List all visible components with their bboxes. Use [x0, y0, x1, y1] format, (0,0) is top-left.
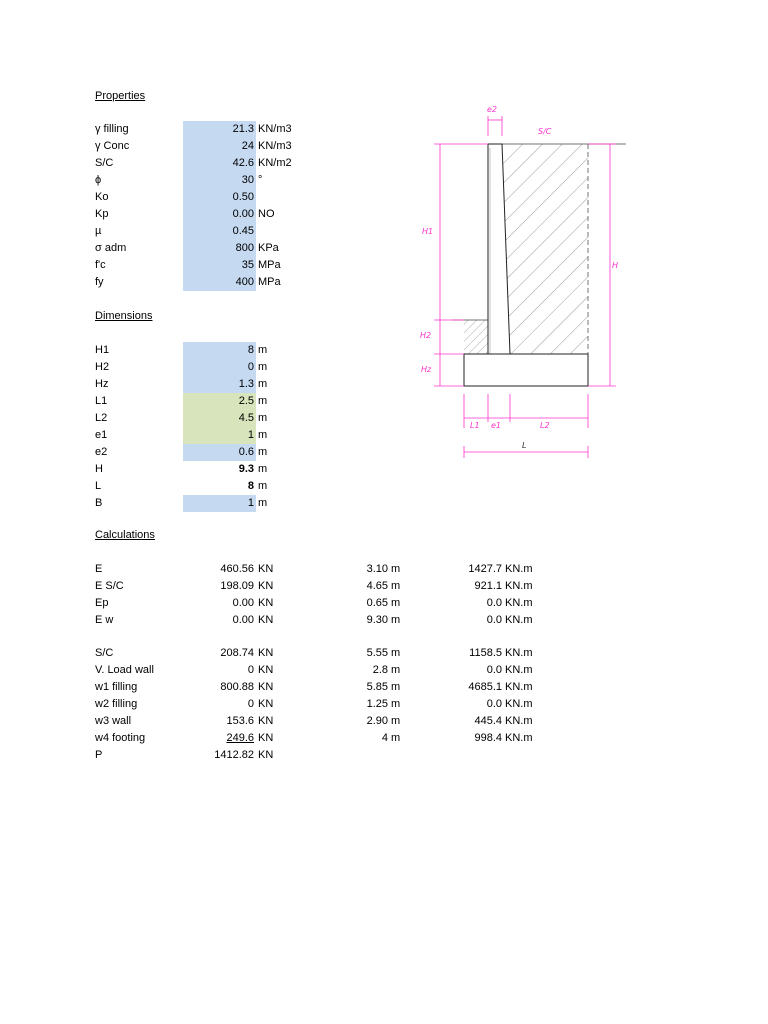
calc-force: 249.6 — [226, 732, 254, 744]
dim-label-h2: H2 — [420, 331, 432, 340]
calc-force-unit: KN — [258, 749, 274, 761]
calc-row-w2-filling — [0, 696, 768, 713]
property-unit: KN/m3 — [258, 123, 292, 135]
calc-row-v-load-wall — [0, 662, 768, 679]
calc-force-unit: KN — [258, 614, 274, 626]
calc-arm-unit: m — [391, 580, 401, 592]
calc-label: E w — [95, 614, 114, 626]
dimension-label: L2 — [95, 412, 108, 424]
calc-row-w4-footing — [0, 730, 768, 747]
calc-arm: 4 — [381, 732, 388, 744]
calc-arm: 0.65 — [366, 597, 388, 609]
calc-moment: 921.1 — [474, 580, 502, 592]
calc-moment: 1158.5 — [469, 647, 502, 659]
calc-force: 800.88 — [220, 681, 254, 693]
property-unit: MPa — [258, 259, 281, 271]
calc-moment-unit: KN.m — [505, 698, 533, 710]
dimension-row-l — [0, 478, 768, 495]
dimension-value-cell: 9.3 — [238, 463, 254, 475]
dimension-unit: m — [258, 446, 268, 458]
dim-label-h: H — [612, 261, 619, 270]
dimension-value-cell[interactable]: 2.5 — [183, 393, 256, 410]
calc-arm-unit: m — [391, 681, 401, 693]
property-unit: ° — [258, 174, 263, 186]
dimension-row-e2 — [0, 444, 768, 461]
property-value-cell[interactable]: 0.50 — [183, 189, 256, 206]
dimension-value-cell[interactable]: 0 — [183, 359, 256, 376]
calc-force-unit: KN — [258, 647, 274, 659]
calc-label: w4 footing — [95, 732, 146, 744]
dimension-label: Hz — [95, 378, 109, 390]
calc-force: 198.09 — [220, 580, 254, 592]
property-unit: MPa — [258, 276, 281, 288]
calc-force: 0.00 — [232, 597, 254, 609]
property-row-kp — [0, 206, 768, 223]
property-label: Kp — [95, 208, 109, 220]
calc-force: 460.56 — [220, 563, 254, 575]
calc-arm: 2.8 — [372, 664, 388, 676]
calc-force: 208.74 — [220, 647, 254, 659]
dimension-label: e1 — [95, 429, 108, 441]
calc-row-e — [0, 561, 768, 578]
calc-label: P — [95, 749, 103, 761]
dimension-value-cell[interactable]: 1 — [183, 427, 256, 444]
dimension-unit: m — [258, 497, 268, 509]
dimension-row-l2 — [0, 410, 768, 427]
dimension-label: H2 — [95, 361, 110, 373]
calc-force-unit: KN — [258, 563, 274, 575]
calc-moment: 0.0 — [486, 597, 502, 609]
calc-arm: 5.55 — [366, 647, 388, 659]
dimension-value-cell[interactable]: 4.5 — [183, 410, 256, 427]
property-label: σ adm — [95, 242, 127, 254]
calc-label: E — [95, 563, 103, 575]
calc-moment: 1427.7 — [468, 563, 502, 575]
section-title-calculations: Calculations — [95, 529, 155, 541]
calc-arm: 9.30 — [366, 614, 388, 626]
calc-force: 0.00 — [232, 614, 254, 626]
calc-arm-unit: m — [391, 647, 401, 659]
property-unit: KPa — [258, 242, 279, 254]
calc-force-unit: KN — [258, 580, 274, 592]
calc-arm-unit: m — [391, 664, 401, 676]
property-row-phi — [0, 172, 768, 189]
calc-force-unit: KN — [258, 732, 274, 744]
property-label: Ko — [95, 191, 109, 203]
dim-label-e1: e1 — [491, 421, 502, 430]
calc-moment: 0.0 — [486, 614, 502, 626]
calc-moment-unit: KN.m — [505, 647, 533, 659]
calc-label: w1 filling — [95, 681, 138, 693]
calc-row-w1-filling — [0, 679, 768, 696]
calc-row-p-total — [0, 747, 768, 764]
property-value-cell[interactable]: 42.6 — [183, 155, 256, 172]
property-row-fy — [0, 274, 768, 291]
property-row-gamma-conc — [0, 138, 768, 155]
calc-moment-unit: KN.m — [505, 614, 533, 626]
section-title-dimensions: Dimensions — [95, 310, 153, 322]
property-label: γ filling — [95, 123, 129, 135]
dim-label-sc: S/C — [538, 127, 552, 136]
property-label: µ — [95, 225, 102, 237]
dimension-row-b — [0, 495, 768, 512]
dimension-row-e1 — [0, 427, 768, 444]
property-value-cell[interactable]: 24 — [183, 138, 256, 155]
property-unit: KN/m2 — [258, 157, 292, 169]
calc-force: 0 — [247, 698, 254, 710]
calc-arm-unit: m — [391, 597, 401, 609]
calc-arm-unit: m — [391, 698, 401, 710]
dimension-unit: m — [258, 429, 268, 441]
dimension-label: H1 — [95, 344, 110, 356]
calc-force-unit: KN — [258, 597, 274, 609]
dimension-row-h2 — [0, 359, 768, 376]
property-value-cell[interactable]: 0.45 — [183, 223, 256, 240]
dimension-unit: m — [258, 480, 268, 492]
dimension-label: L1 — [95, 395, 108, 407]
dimension-value-cell[interactable]: 8 — [183, 342, 256, 359]
dimension-unit: m — [258, 361, 268, 373]
calc-moment: 0.0 — [486, 664, 502, 676]
dimension-row-h — [0, 461, 768, 478]
property-value-cell[interactable]: 0.00 — [183, 206, 256, 223]
calc-arm-unit: m — [391, 732, 401, 744]
calc-arm: 3.10 — [366, 563, 388, 575]
property-row-fc — [0, 257, 768, 274]
calc-force: 1412.82 — [214, 749, 254, 761]
dim-label-e2: e2 — [487, 105, 498, 114]
calc-moment: 0.0 — [486, 698, 502, 710]
dim-label-l: L — [522, 441, 527, 450]
calc-force-unit: KN — [258, 698, 274, 710]
dimension-label: e2 — [95, 446, 108, 458]
calc-row-sc — [0, 645, 768, 662]
calc-moment-unit: KN.m — [505, 732, 533, 744]
dimension-unit: m — [258, 395, 268, 407]
property-label: f'c — [95, 259, 106, 271]
dimension-label: B — [95, 497, 103, 509]
calc-moment: 998.4 — [474, 732, 502, 744]
property-value-cell[interactable]: 30 — [183, 172, 256, 189]
dimension-row-h1 — [0, 342, 768, 359]
dimension-value-cell: 8 — [247, 480, 254, 492]
dimension-row-l1 — [0, 393, 768, 410]
calc-label: w3 wall — [95, 715, 132, 727]
retaining-wall-diagram — [410, 98, 630, 460]
calc-moment: 4685.1 — [468, 681, 502, 693]
property-row-sc — [0, 155, 768, 172]
property-value-cell[interactable]: 400 — [183, 274, 256, 291]
calc-force: 0 — [247, 664, 254, 676]
calc-force: 153.6 — [226, 715, 254, 727]
dimension-value-cell[interactable]: 1 — [183, 495, 256, 512]
calc-label: w2 filling — [95, 698, 138, 710]
calc-moment-unit: KN.m — [505, 681, 533, 693]
calc-arm: 1.25 — [366, 698, 388, 710]
calc-arm-unit: m — [391, 715, 401, 727]
calc-arm-unit: m — [391, 614, 401, 626]
dim-label-h1: H1 — [422, 227, 434, 236]
calc-moment: 445.4 — [474, 715, 502, 727]
dimension-label: L — [95, 480, 102, 492]
section-title-properties: Properties — [95, 90, 146, 102]
property-value-cell[interactable]: 21.3 — [183, 121, 256, 138]
calc-moment-unit: KN.m — [505, 580, 533, 592]
dim-label-l2: L2 — [540, 421, 550, 430]
property-value-cell[interactable]: 35 — [183, 257, 256, 274]
dimension-unit: m — [258, 412, 268, 424]
calc-label: S/C — [95, 647, 114, 659]
dimension-unit: m — [258, 344, 268, 356]
calc-row-ep — [0, 595, 768, 612]
property-row-ko — [0, 189, 768, 206]
calc-arm: 5.85 — [366, 681, 388, 693]
dimension-label: H — [95, 463, 103, 475]
calc-arm-unit: m — [391, 563, 401, 575]
property-row-sigma-adm — [0, 240, 768, 257]
dimension-value-cell[interactable]: 0.6 — [183, 444, 256, 461]
property-row-gamma-filling — [0, 121, 768, 138]
calc-label: Ep — [95, 597, 109, 609]
front-soil-hatch — [464, 320, 488, 354]
calc-force-unit: KN — [258, 681, 274, 693]
property-row-mu — [0, 223, 768, 240]
dimension-unit: m — [258, 463, 268, 475]
dim-label-l1: L1 — [470, 421, 480, 430]
calc-row-w3-wall — [0, 713, 768, 730]
property-label: S/C — [95, 157, 114, 169]
backfill-hatch — [502, 144, 588, 354]
calc-arm: 4.65 — [366, 580, 388, 592]
calc-force-unit: KN — [258, 715, 274, 727]
calc-row-ew — [0, 612, 768, 629]
calc-moment-unit: KN.m — [505, 563, 533, 575]
calc-moment-unit: KN.m — [505, 715, 533, 727]
calc-label: V. Load wall — [95, 664, 154, 676]
dim-label-hz: Hz — [421, 365, 432, 374]
dimension-unit: m — [258, 378, 268, 390]
calc-moment-unit: KN.m — [505, 597, 533, 609]
calc-arm: 2.90 — [366, 715, 388, 727]
property-unit: NO — [258, 208, 275, 220]
wall-footing — [464, 354, 588, 386]
property-label: ϕ — [95, 174, 102, 186]
calc-force-unit: KN — [258, 664, 274, 676]
property-label: fy — [95, 276, 104, 288]
property-label: γ Conc — [95, 140, 130, 152]
calc-label: E S/C — [95, 580, 124, 592]
property-value-cell[interactable]: 800 — [183, 240, 256, 257]
calc-moment-unit: KN.m — [505, 664, 533, 676]
calc-row-e-sc — [0, 578, 768, 595]
dimension-value-cell[interactable]: 1.3 — [183, 376, 256, 393]
property-unit: KN/m3 — [258, 140, 292, 152]
dimension-row-hz — [0, 376, 768, 393]
